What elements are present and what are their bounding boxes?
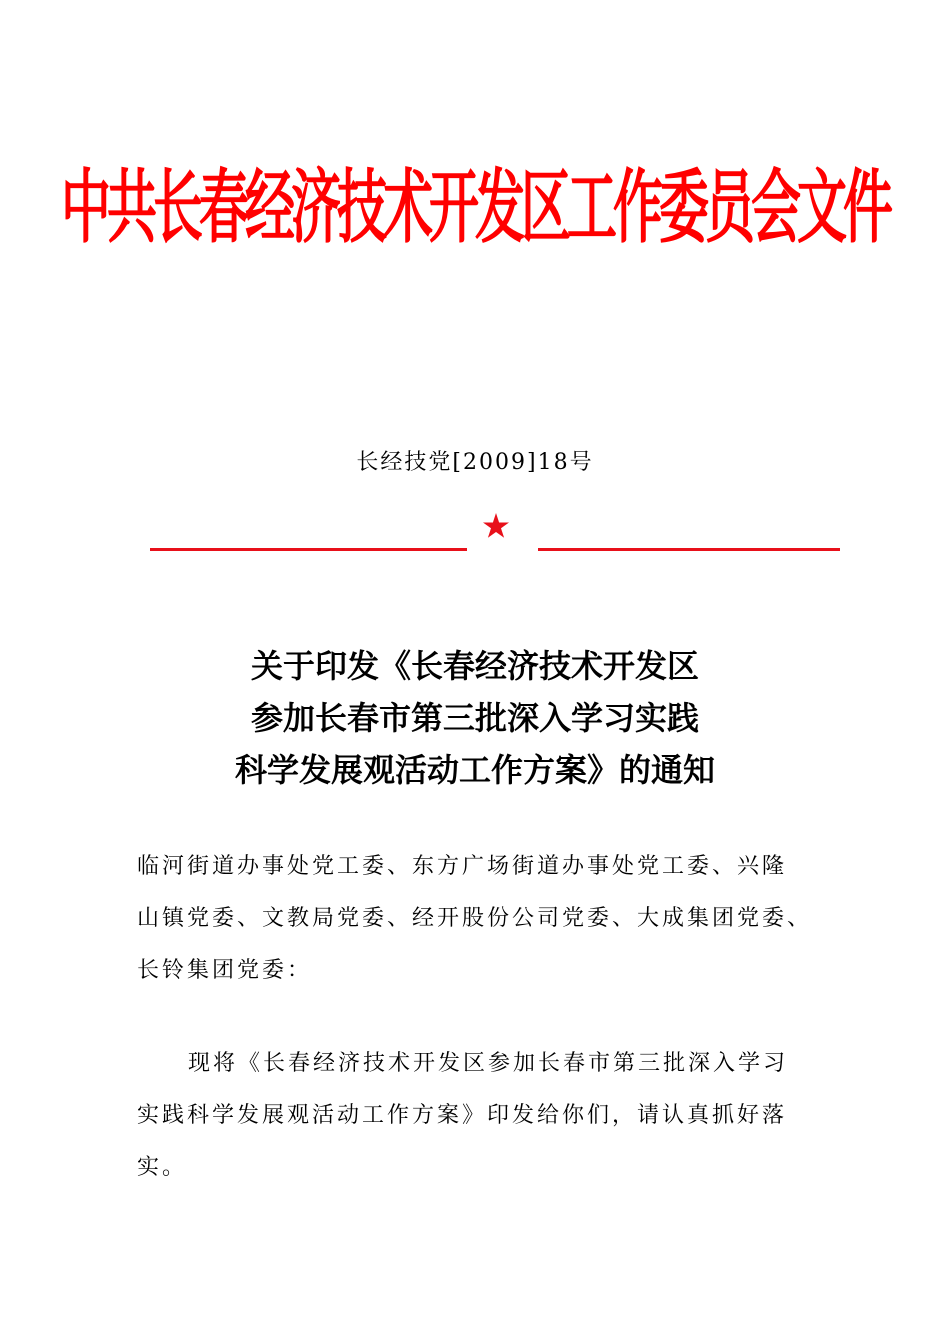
addressee-line: 临河街道办事处党工委、东方广场街道办事处党工委、兴隆 — [137, 854, 788, 879]
addressee-line: 长铃集团党委： — [137, 958, 313, 983]
addressees — [137, 841, 847, 997]
addressee-line: 山镇党委、文教局党委、经开股份公司党委、大成集团党委、 — [137, 906, 813, 931]
title-line: 关于印发《长春经济技术开发区 — [250, 647, 699, 685]
body-paragraph — [137, 1038, 847, 1194]
document-number: 长经技党[2009]18号 — [356, 450, 594, 475]
masthead-title: 中共长春经济技术开发区工作委员会文件 — [61, 161, 889, 255]
divider-line-left — [150, 548, 467, 551]
body-line: 实践科学发展观活动工作方案》印发给你们，请认真抓好落 — [137, 1103, 788, 1128]
star-icon — [480, 510, 512, 542]
document-title — [0, 640, 950, 796]
title-line: 科学发展观活动工作方案》的通知 — [234, 751, 715, 789]
title-line: 参加长春市第三批深入学习实践 — [250, 699, 699, 737]
divider-line-right — [538, 548, 840, 551]
body-line: 实。 — [137, 1155, 188, 1180]
body-line: 现将《长春经济技术开发区参加长春市第三批深入学习 — [188, 1051, 789, 1076]
